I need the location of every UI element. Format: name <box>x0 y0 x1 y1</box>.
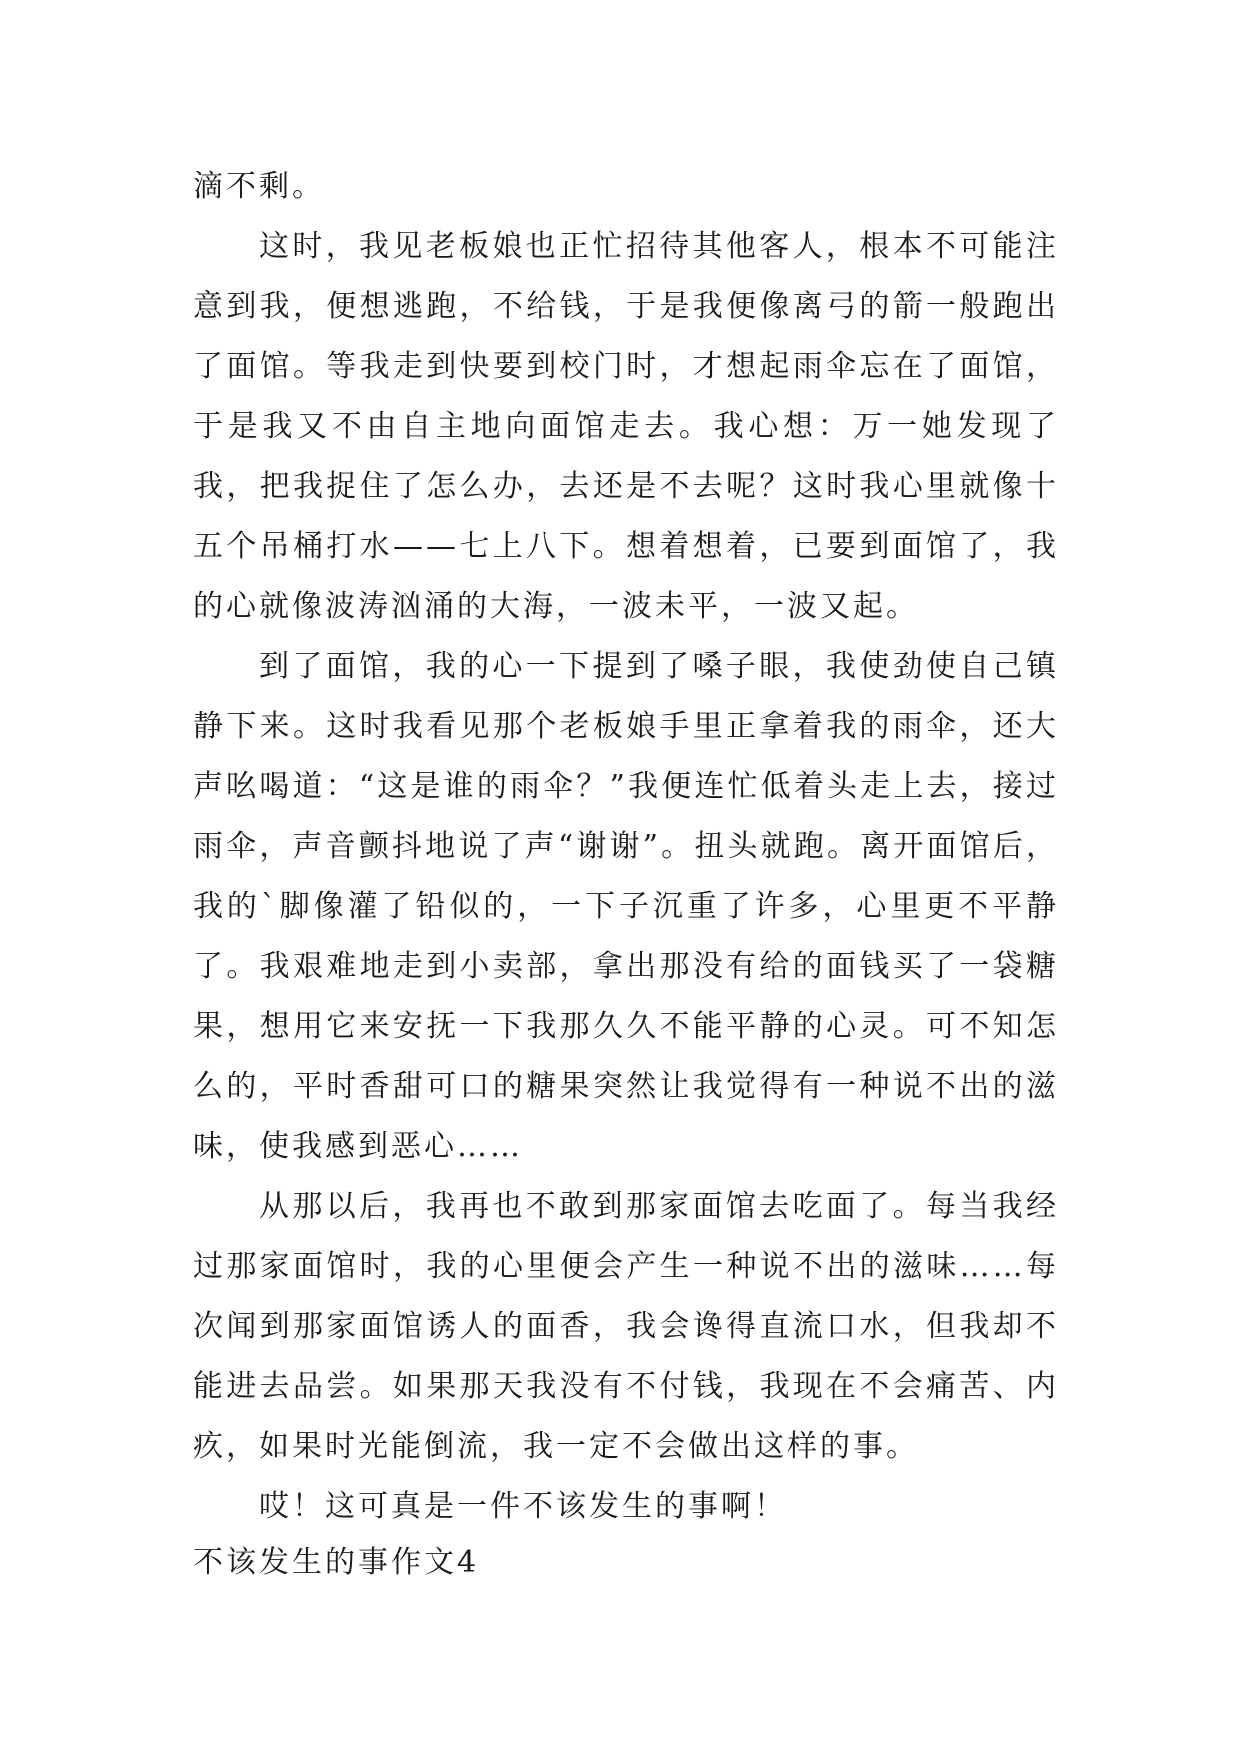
paragraph-1: 滴不剩。 <box>193 169 325 204</box>
paragraph-5: 哎！这可真是一件不该发生的事啊！ <box>259 1489 787 1524</box>
paragraph-3: 到了面馆，我的心一下提到了嗓子眼，我使劲使自己镇静下来。这时我看见那个老板娘手里正拿着我的雨伞，还大声吆喝道：“这是谁的雨伞？”我便连忙低着头走上去，接过雨伞，声音颤抖地说了声“谢谢”。扭头就跑。离开面馆后，我的`脚像灌了铅似的，一下子沉重了许多，心里更不平静了。我艰难地走到小卖部，拿出那没有给的面钱买了一袋糖果，想用它来安抚一下我那久久不能平静的心灵。可不知怎么的，平时香甜可口的糖果突然让我觉得有一种说不出的滋味，使我感到恶心…… <box>193 649 1059 1164</box>
document-body <box>193 157 1059 1589</box>
paragraph-4: 从那以后，我再也不敢到那家面馆去吃面了。每当我经过那家面馆时，我的心里便会产生一种说不出的滋味……每次闻到那家面馆诱人的面香，我会谗得直流口水，但我却不能进去品尝。如果那天我没有不付钱，我现在不会痛苦、内疚，如果时光能倒流，我一定不会做出这样的事。 <box>193 1189 1059 1464</box>
section-heading: 不该发生的事作文4 <box>193 1545 480 1580</box>
paragraph-2: 这时，我见老板娘也正忙招待其他客人，根本不可能注意到我，便想逃跑，不给钱，于是我便像离弓的箭一般跑出了面馆。等我走到快要到校门时，才想起雨伞忘在了面馆，于是我又不由自主地向面馆走去。我心想：万一她发现了我，把我捉住了怎么办，去还是不去呢？这时我心里就像十五个吊桶打水——七上八下。想着想着，已要到面馆了，我的心就像波涛汹涌的大海，一波未平，一波又起。 <box>193 229 1059 624</box>
